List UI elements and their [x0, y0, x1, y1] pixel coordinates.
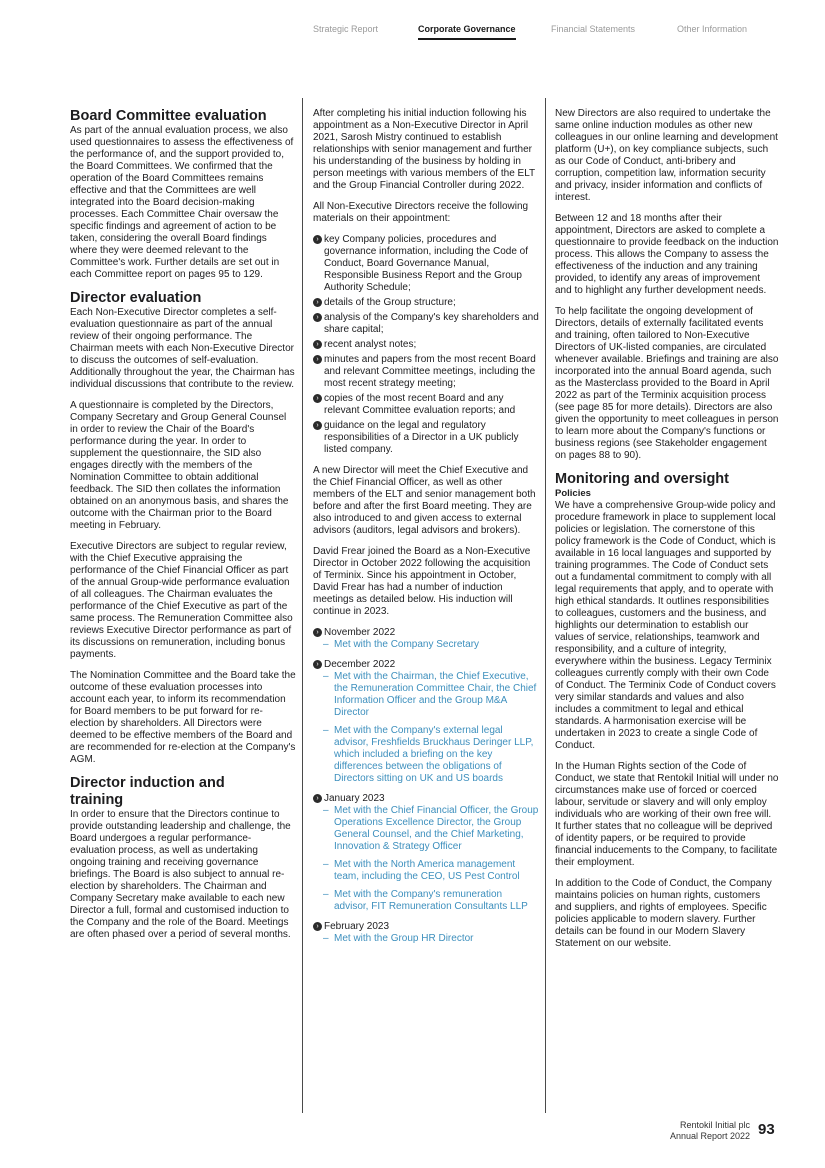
- timeline-item: – Met with the North America management team, including the CEO, US Pest Control: [323, 859, 520, 882]
- list-item: › recent analyst notes;: [313, 339, 539, 351]
- timeline-items: [323, 639, 539, 651]
- timeline-month: › December 2022: [313, 659, 539, 671]
- nav-corporate-governance[interactable]: Corporate Governance: [418, 24, 516, 34]
- subheading-policies: Policies: [555, 488, 591, 499]
- paragraph: In addition to the Code of Conduct, the Company maintains policies on human rights, customers and suppliers, and rights of employees. Specific policies applicable to modern slavery. Further details can be found in our Modern Slavery Statement on our website.: [555, 878, 772, 949]
- timeline-items: [323, 671, 539, 785]
- paragraph: The Nomination Committee and the Board take the outcome of these evaluation processes into account each year, to inform its recommendation for Board members to be put forward for re-election by shareholders. All Directors were deemed to be effective members of the Board and are recommended for re-election at the Company's AGM.: [70, 670, 296, 765]
- arrow-bullet-icon: ›: [313, 313, 322, 322]
- heading-director-evaluation: Director evaluation: [70, 290, 202, 306]
- paragraph: David Frear joined the Board as a Non-Executive Director in October 2022 following the acquisition of Terminix. Since his appointment in October, David Frear has had a number of induction meetings as detailed below. His induction will continue in 2023.: [313, 546, 531, 617]
- paragraph: As part of the annual evaluation process, we also used questionnaires to assess the effectiveness of the performance of, and the support provided to, the Board Committees. We confirmed that the operation of the Board Committees remains effective and that the Committees are well integrated into the Board decision-making processes. Each Committee Chair oversaw the specific findings and agreement of action to be taken, considering the overall Board findings where they were deemed relevant to the Committee's work. Further details are set out in each Committee report on pages 95 to 129.: [70, 125, 294, 280]
- list-item: › minutes and papers from the most recent Board and relevant Committee meetings, including the most recent strategy meeting;: [313, 354, 539, 390]
- heading-monitoring-oversight: Monitoring and oversight: [555, 471, 729, 487]
- paragraph: All Non-Executive Directors receive the following materials on their appointment:: [313, 201, 529, 224]
- section-nav: [0, 24, 825, 44]
- paragraph: After completing his initial induction following his appointment as a Non-Executive Director in April 2021, Sarosh Mistry continued to establish relationships with senior management and further his understanding of the business by holding in person meetings with various members of the ELT and the Group Financial Controller during 2022.: [313, 108, 535, 191]
- timeline-items: [323, 933, 539, 945]
- nav-financial-statements[interactable]: Financial Statements: [551, 24, 636, 34]
- list-item: › analysis of the Company's key shareholders and share capital;: [313, 312, 539, 336]
- timeline-item: – Met with the Company's external legal advisor, Freshfields Bruckhaus Deringer LLP, which included a briefing on the key differences between the obligations of Directors sitting on UK and US boards: [323, 725, 534, 784]
- heading-director-induction: Director induction and training: [70, 775, 225, 808]
- nav-strategic-report[interactable]: Strategic Report: [313, 24, 379, 34]
- arrow-bullet-icon: ›: [313, 794, 322, 803]
- paragraph: Executive Directors are subject to regular review, with the Chief Executive appraising the performance of the Chief Financial Officer as part of the annual Group-wide performance evaluation of all colleagues. The Chairman evaluates the performance of the Chief Executive as part of the same process. The Remuneration Committee also reviews Executive Director performance as part of its discussions on remuneration, including bonus payments.: [70, 541, 293, 660]
- list-item: › guidance on the legal and regulatory responsibilities of a Director in a UK publicly listed company.: [313, 420, 539, 456]
- paragraph: Between 12 and 18 months after their appointment, Directors are asked to complete a questionnaire to provide feedback on the induction process. This allows the Company to assess the effectiveness of the induction and any training provided, to identify any areas of improvement and to highlight any further development needs.: [555, 213, 779, 296]
- footer-report: Annual Report 2022: [669, 1131, 750, 1141]
- arrow-bullet-icon: ›: [313, 355, 322, 364]
- column-middle: [313, 108, 539, 953]
- nav-other-information[interactable]: Other Information: [677, 24, 748, 34]
- column-divider: [302, 98, 303, 1113]
- timeline-month: › February 2023: [313, 921, 539, 933]
- list-item: › key Company policies, procedures and governance information, including the Code of Conduct, Board Governance Manual, Responsible Business Report and the Group Authority Schedule;: [313, 234, 539, 294]
- arrow-bullet-icon: ›: [313, 394, 322, 403]
- paragraph: In the Human Rights section of the Code of Conduct, we state that Rentokil Initial will under no circumstances make use of forced or coerced labour, servitude or slavery and will only employ individuals who are working of their own free will. It further states that no colleague will be deprived of identity papers, or be required to provide financial inducements to the Company, to facilitate their employment.: [555, 761, 779, 868]
- footer: [560, 1120, 750, 1142]
- page-number: 93: [758, 1121, 775, 1138]
- timeline-month: › November 2022: [313, 627, 539, 639]
- arrow-bullet-icon: ›: [313, 340, 322, 349]
- materials-list: [313, 234, 539, 456]
- paragraph: New Directors are also required to undertake the same online induction modules as other new colleagues in our online learning and development platform (U+), on key compliance subjects, such as our Code of Conduct, anti-bribery and corruption, competition law, information security and privacy, insider information and conflicts of interest.: [555, 108, 778, 203]
- timeline-item: – Met with the Chairman, the Chief Executive, the Remuneration Committee Chair, the Chief Information Officer and the Group M&A Director: [323, 671, 537, 718]
- column-right: [555, 108, 779, 950]
- paragraph: We have a comprehensive Group-wide policy and procedure framework in place to supplement local policies or legislation. The cornerstone of this policy framework is the Code of Conduct, which is available in 16 local languages and supported by training programmes. The Code of Conduct sets out a fundamental commitment to comply with all legal requirements that apply, and to operate with high ethical standards. It outlines responsibilities to colleagues, customers and the business, and highlights our determination to establish our values of service, relationships, teamwork and responsibility, and a culture of integrity, everywhere within the business. Legacy Terminix colleagues currently comply with their own Code of Conduct. The Terminix Code of Conduct covers very similar standards and values and also includes a commitment to legal and ethical standards. A harmonisation exercise will be undertaken in 2023 to create a single Code of Conduct.: [555, 500, 776, 751]
- arrow-bullet-icon: ›: [313, 421, 322, 430]
- timeline-items: [323, 805, 539, 913]
- timeline-month: › January 2023: [313, 793, 539, 805]
- timeline-item: – Met with the Company's remuneration advisor, FIT Remuneration Consultants LLP: [323, 889, 528, 912]
- paragraph: To help facilitate the ongoing development of Directors, details of externally facilitated events and training, often tailored to Non-Executive Directors of UK-listed companies, are circulated whenever available. Briefings and training are also incorporated into the annual Board agenda, such as the Masterclass provided to the Board in April 2022 as part of the Terminix acquisition process (see page 85 for more details). Directors are also given the opportunity to meet colleagues in person to learn more about the Company's functions or business regions (see Stakeholder engagement on pages 88 to 90).: [555, 306, 779, 461]
- column-left: [70, 108, 296, 941]
- paragraph: A new Director will meet the Chief Executive and the Chief Financial Officer, as well as other members of the ELT and senior management both before and after the first Board meeting. They are also introduced to and given access to external advisors (auditors, legal advisors and brokers).: [313, 465, 536, 536]
- timeline-item: – Met with the Company Secretary: [323, 639, 480, 650]
- timeline-item: – Met with the Group HR Director: [323, 933, 474, 944]
- arrow-bullet-icon: ›: [313, 922, 322, 931]
- paragraph: Each Non-Executive Director completes a self-evaluation questionnaire as part of the annual review of their ongoing performance. The Chairman meets with each Non-Executive Director to discuss the outcomes of self-evaluation. Additionally throughout the year, the Chairman has individual discussions that contribute to the review.: [70, 307, 295, 390]
- arrow-bullet-icon: ›: [313, 660, 322, 669]
- column-divider: [545, 98, 546, 1113]
- list-item: › copies of the most recent Board and any relevant Committee evaluation reports; and: [313, 393, 539, 417]
- footer-company: Rentokil Initial plc: [679, 1120, 750, 1130]
- list-item: › details of the Group structure;: [313, 297, 539, 309]
- paragraph: In order to ensure that the Directors continue to provide outstanding leadership and challenge, the Board undergoes a regular performance-evaluation process, as well as undertaking ongoing training and receiving governance briefings. The Board is also subject to annual re-election by shareholders. The Chairman and Company Secretary make available to each new Director a full, formal and customised induction to the Company and the role of the Board. Meetings are often phased over a period of several months.: [70, 809, 291, 940]
- paragraph: A questionnaire is completed by the Directors, Company Secretary and Group General Counsel in order to review the Chair of the Board's performance during the year. In order to supplement the questionnaire, the SID also engages directly with the members of the Nomination Committee to obtain additional feedback. The SID then collates the information obtained on an anonymous basis, and shares the outcome with the Chairman prior to the Board meeting in February.: [70, 400, 289, 531]
- timeline-item: – Met with the Chief Financial Officer, the Group Operations Excellence Director, the Group General Counsel, and the Chief Marketing, Innovation & Strategy Officer: [323, 805, 539, 852]
- arrow-bullet-icon: ›: [313, 298, 322, 307]
- heading-board-committee-evaluation: Board Committee evaluation: [70, 108, 267, 124]
- arrow-bullet-icon: ›: [313, 628, 322, 637]
- arrow-bullet-icon: ›: [313, 235, 322, 244]
